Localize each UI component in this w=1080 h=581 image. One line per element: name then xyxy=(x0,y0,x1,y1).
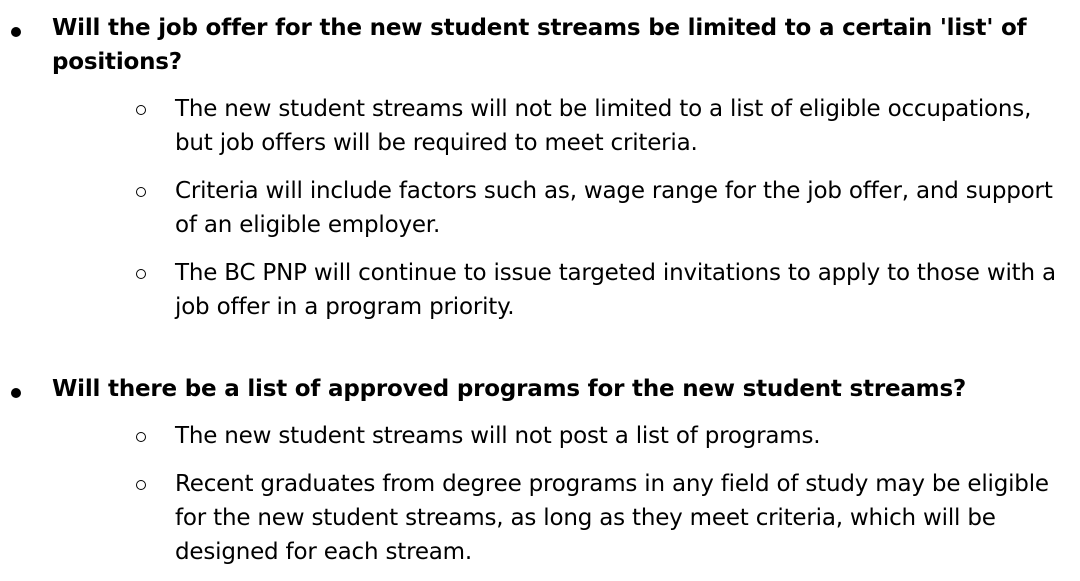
bullet-icon xyxy=(11,27,21,37)
faq-question: Will there be a list of approved programs for the new student streams? xyxy=(52,376,967,402)
answer-text: The BC PNP will continue to issue targeted invitations to apply to those with a job offer in a program priority. xyxy=(175,260,1056,320)
faq-section-approved-programs xyxy=(0,372,1080,569)
faq-question-row xyxy=(0,372,1080,406)
answer-item xyxy=(0,256,1080,324)
faq-question: Will the job offer for the new student streams be limited to a certain 'list' of positions? xyxy=(52,15,1027,75)
answer-item xyxy=(0,92,1080,160)
circle-bullet-icon xyxy=(136,432,146,442)
faq-section-job-offer xyxy=(0,11,1080,324)
answer-text: Recent graduates from degree programs in any field of study may be eligible for the new student streams, as long as they meet criteria, which will be designed for each stream. xyxy=(175,471,1049,565)
answer-list xyxy=(0,92,1080,324)
circle-bullet-icon xyxy=(136,187,146,197)
answer-list xyxy=(0,419,1080,569)
faq-question-row xyxy=(0,11,1080,79)
circle-bullet-icon xyxy=(136,269,146,279)
answer-item xyxy=(0,467,1080,569)
circle-bullet-icon xyxy=(136,480,146,490)
circle-bullet-icon xyxy=(136,105,146,115)
bullet-icon xyxy=(11,388,21,398)
answer-item xyxy=(0,419,1080,453)
answer-text: Criteria will include factors such as, wage range for the job offer, and support of an eligible employer. xyxy=(175,178,1053,238)
answer-text: The new student streams will not be limited to a list of eligible occupations, but job offers will be required to meet criteria. xyxy=(175,96,1032,156)
answer-item xyxy=(0,174,1080,242)
answer-text: The new student streams will not post a list of programs. xyxy=(175,423,821,449)
